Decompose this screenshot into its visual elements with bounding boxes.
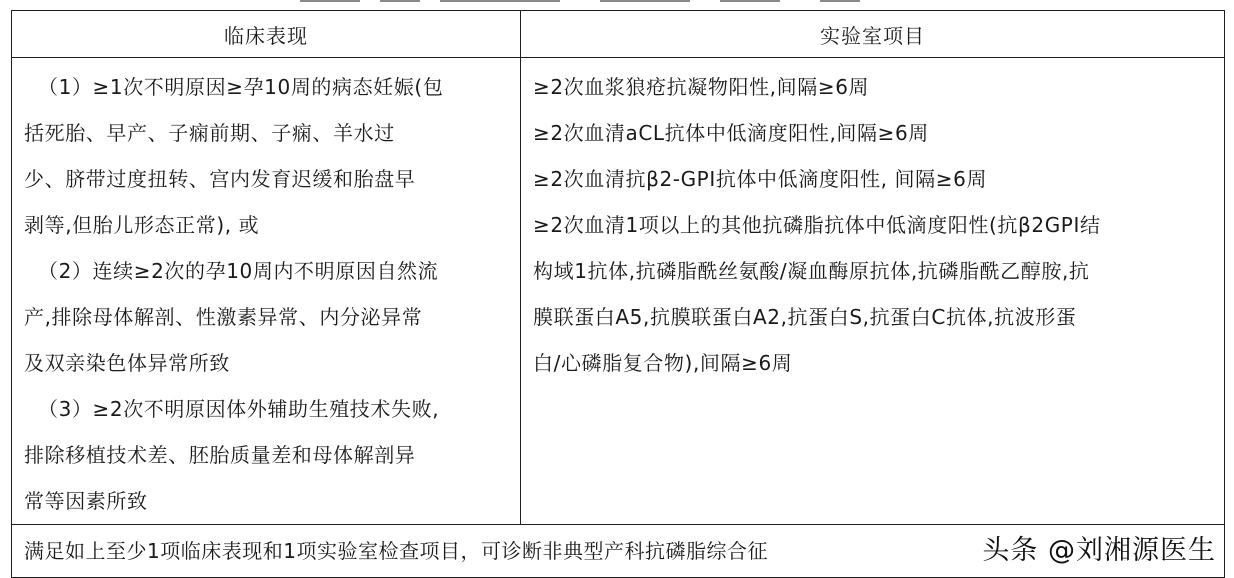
lab-cell (521, 58, 1225, 525)
lab-line: 白/心磷脂复合物),间隔≥6周 (533, 351, 793, 375)
lab-line: 膜联蛋白A5,抗膜联蛋白A2,抗蛋白S,抗蛋白C抗体,抗波形蛋 (533, 305, 1077, 329)
clinical-line: 剥等,但胎儿形态正常), 或 (24, 213, 260, 237)
clinical-line: 少、脐带过度扭转、宫内发育迟缓和胎盘早 (24, 167, 416, 191)
clinical-line: 常等因素所致 (24, 489, 148, 513)
lab-line: ≥2次血清1项以上的其他抗磷脂抗体中低滴度阳性(抗β2GPI结 (533, 213, 1101, 237)
clinical-line: 产,排除母体解剖、性激素异常、内分泌异常 (24, 305, 423, 329)
table-footer-row (12, 525, 1225, 578)
clinical-line: （1）≥1次不明原因≥孕10周的病态妊娠(包 (38, 75, 444, 99)
lab-line: ≥2次血清抗β2-GPⅠ抗体中低滴度阳性, 间隔≥6周 (533, 167, 988, 191)
lab-line: ≥2次血清aCL抗体中低滴度阳性,间隔≥6周 (533, 121, 929, 145)
lab-line: 构域1抗体,抗磷脂酰丝氨酸/凝血酶原抗体,抗磷脂酰乙醇胺,抗 (533, 259, 1090, 283)
table-header-row (12, 11, 1225, 58)
diagnosis-table (11, 10, 1225, 578)
clinical-line: 及双亲染色体异常所致 (24, 351, 230, 375)
clinical-cell (12, 58, 521, 525)
clinical-line: 排除移植技术差、胚胎质量差和母体解剖异 (24, 443, 416, 467)
clinical-line: 括死胎、早产、子痫前期、子痫、羊水过 (24, 121, 395, 145)
clinical-line: （3）≥2次不明原因体外辅助生殖技术失败, (38, 397, 440, 421)
footer-cell (12, 525, 1225, 578)
table-body-row (12, 58, 1225, 525)
header-lab: 实验室项目 (521, 11, 1225, 58)
footer-note: 满足如上至少1项临床表现和1项实验室检查项目，可诊断非典型产科抗磷脂综合征 (24, 539, 768, 563)
watermark: 头条 @刘湘源医生 (982, 535, 1216, 566)
lab-line: ≥2次血浆狼疮抗凝物阳性,间隔≥6周 (533, 75, 870, 99)
cropped-text-remnant (0, 0, 1234, 6)
clinical-line: （2）连续≥2次的孕10周内不明原因自然流 (38, 259, 439, 283)
header-clinical: 临床表现 (12, 11, 521, 58)
